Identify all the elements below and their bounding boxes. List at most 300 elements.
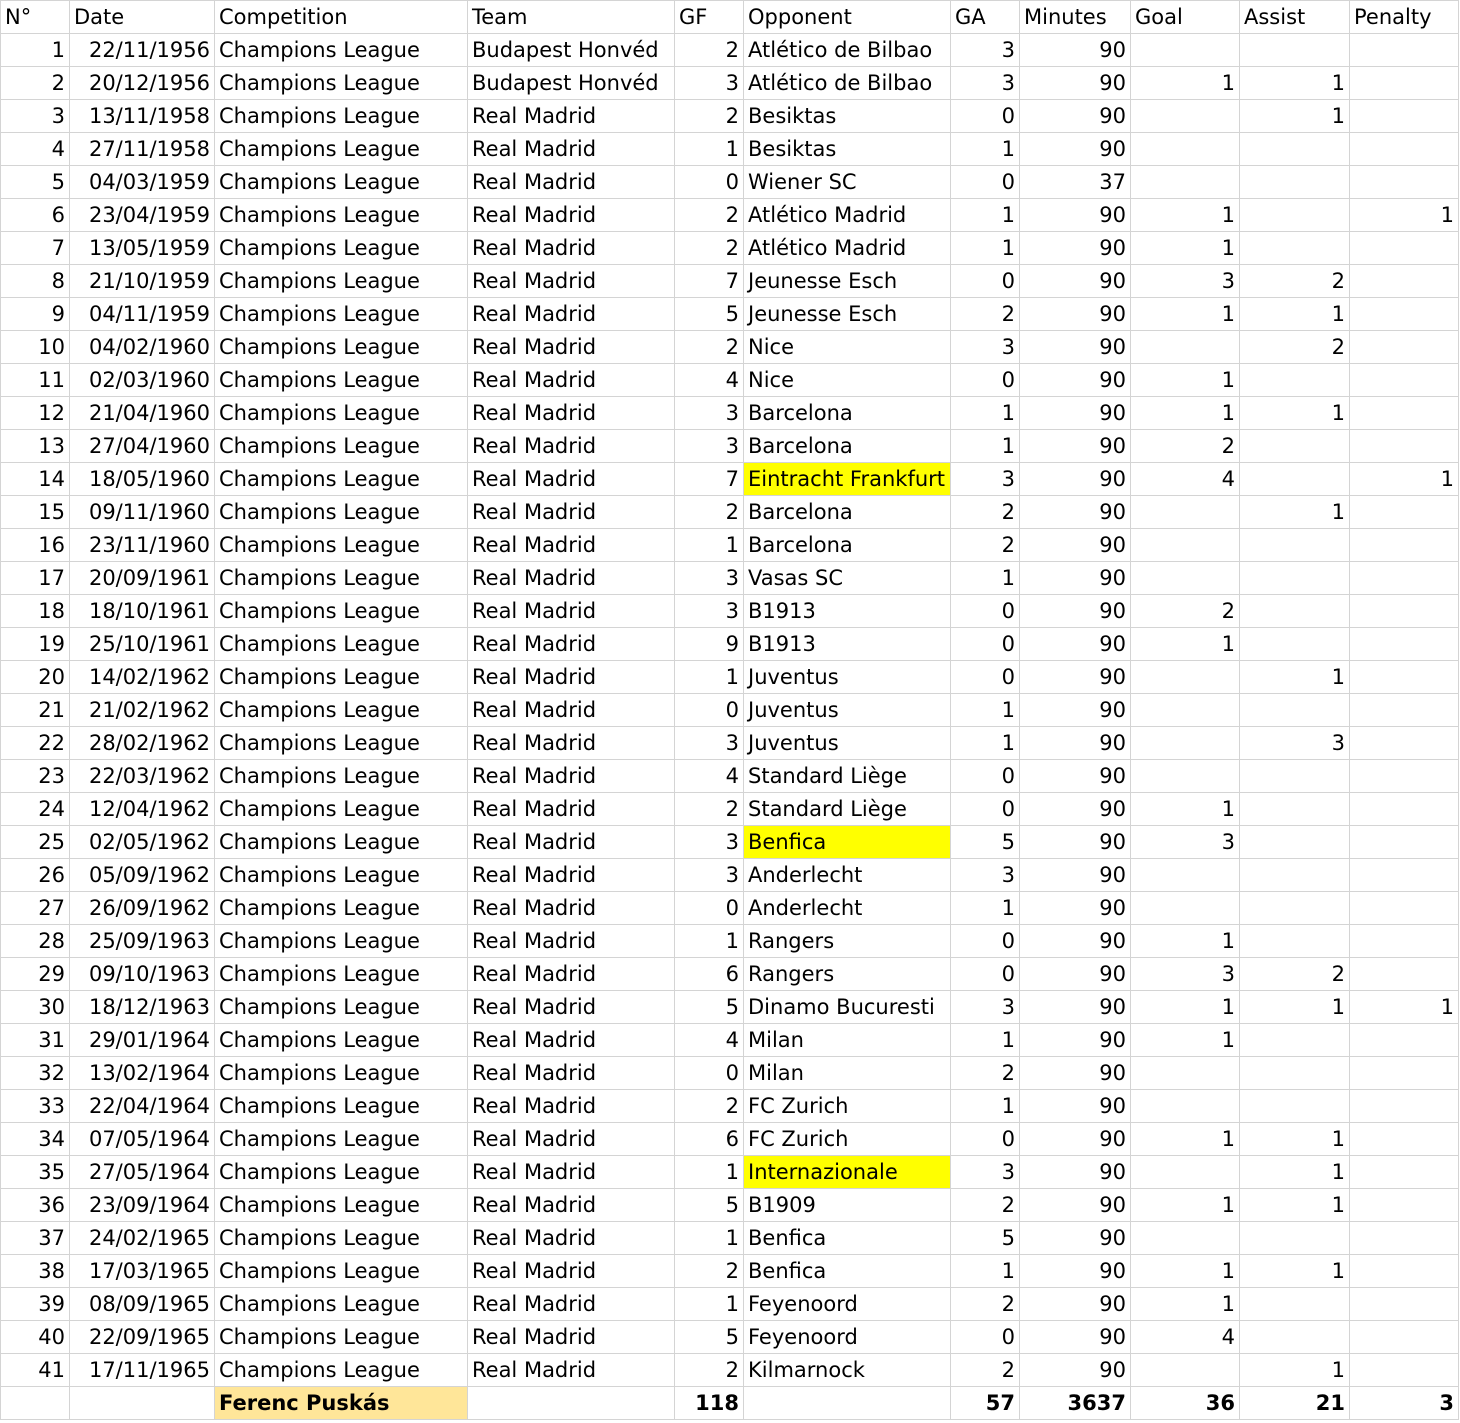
cell-minutes[interactable]: 90	[1020, 694, 1131, 727]
cell-assist[interactable]	[1240, 1222, 1350, 1255]
total-cell-empty[interactable]	[70, 1387, 215, 1420]
cell-date[interactable]: 08/09/1965	[70, 1288, 215, 1321]
cell-date[interactable]: 12/04/1962	[70, 793, 215, 826]
cell-date[interactable]: 23/11/1960	[70, 529, 215, 562]
cell-date[interactable]: 21/04/1960	[70, 397, 215, 430]
cell-goal[interactable]	[1131, 133, 1240, 166]
cell-competition[interactable]: Champions League	[215, 925, 468, 958]
cell-team[interactable]: Real Madrid	[468, 496, 675, 529]
cell-ga[interactable]: 3	[951, 331, 1020, 364]
cell-team[interactable]: Real Madrid	[468, 1024, 675, 1057]
cell-assist[interactable]: 1	[1240, 991, 1350, 1024]
cell-penalty[interactable]	[1350, 265, 1459, 298]
cell-goal[interactable]: 1	[1131, 1024, 1240, 1057]
cell-gf[interactable]: 2	[675, 496, 744, 529]
cell-penalty[interactable]	[1350, 859, 1459, 892]
cell-competition[interactable]: Champions League	[215, 199, 468, 232]
cell-assist[interactable]: 1	[1240, 1156, 1350, 1189]
cell-number[interactable]: 26	[1, 859, 70, 892]
cell-gf[interactable]: 2	[675, 199, 744, 232]
cell-gf[interactable]: 5	[675, 991, 744, 1024]
cell-opponent[interactable]: Atlético de Bilbao	[744, 34, 951, 67]
cell-date[interactable]: 09/10/1963	[70, 958, 215, 991]
cell-goal[interactable]: 4	[1131, 463, 1240, 496]
cell-number[interactable]: 33	[1, 1090, 70, 1123]
cell-date[interactable]: 21/02/1962	[70, 694, 215, 727]
cell-team[interactable]: Real Madrid	[468, 826, 675, 859]
cell-penalty[interactable]	[1350, 694, 1459, 727]
cell-number[interactable]: 7	[1, 232, 70, 265]
cell-date[interactable]: 22/11/1956	[70, 34, 215, 67]
cell-minutes[interactable]: 90	[1020, 595, 1131, 628]
cell-ga[interactable]: 1	[951, 430, 1020, 463]
cell-date[interactable]: 25/09/1963	[70, 925, 215, 958]
cell-number[interactable]: 31	[1, 1024, 70, 1057]
cell-opponent[interactable]: Anderlecht	[744, 859, 951, 892]
cell-competition[interactable]: Champions League	[215, 463, 468, 496]
cell-team[interactable]: Real Madrid	[468, 430, 675, 463]
cell-ga[interactable]: 0	[951, 1123, 1020, 1156]
cell-opponent[interactable]: Jeunesse Esch	[744, 298, 951, 331]
cell-ga[interactable]: 3	[951, 991, 1020, 1024]
cell-team[interactable]: Real Madrid	[468, 1222, 675, 1255]
cell-opponent[interactable]: Kilmarnock	[744, 1354, 951, 1387]
cell-gf[interactable]: 5	[675, 1189, 744, 1222]
cell-minutes[interactable]: 90	[1020, 1321, 1131, 1354]
cell-gf[interactable]: 1	[675, 1288, 744, 1321]
cell-minutes[interactable]: 90	[1020, 1222, 1131, 1255]
cell-penalty[interactable]	[1350, 496, 1459, 529]
cell-minutes[interactable]: 90	[1020, 793, 1131, 826]
cell-team[interactable]: Real Madrid	[468, 793, 675, 826]
cell-opponent[interactable]: Benfica	[744, 1222, 951, 1255]
cell-date[interactable]: 13/05/1959	[70, 232, 215, 265]
cell-competition[interactable]: Champions League	[215, 34, 468, 67]
cell-date[interactable]: 26/09/1962	[70, 892, 215, 925]
cell-competition[interactable]: Champions League	[215, 991, 468, 1024]
cell-assist[interactable]: 1	[1240, 1255, 1350, 1288]
cell-date[interactable]: 04/11/1959	[70, 298, 215, 331]
cell-assist[interactable]: 2	[1240, 958, 1350, 991]
cell-penalty[interactable]	[1350, 331, 1459, 364]
cell-ga[interactable]: 2	[951, 1288, 1020, 1321]
cell-competition[interactable]: Champions League	[215, 265, 468, 298]
cell-ga[interactable]: 1	[951, 892, 1020, 925]
cell-penalty[interactable]: 1	[1350, 463, 1459, 496]
cell-ga[interactable]: 1	[951, 232, 1020, 265]
cell-number[interactable]: 22	[1, 727, 70, 760]
cell-team[interactable]: Real Madrid	[468, 232, 675, 265]
cell-number[interactable]: 32	[1, 1057, 70, 1090]
cell-penalty[interactable]	[1350, 1057, 1459, 1090]
cell-gf[interactable]: 4	[675, 760, 744, 793]
cell-assist[interactable]	[1240, 793, 1350, 826]
cell-opponent[interactable]: B1909	[744, 1189, 951, 1222]
cell-gf[interactable]: 5	[675, 1321, 744, 1354]
cell-team[interactable]: Real Madrid	[468, 331, 675, 364]
cell-ga[interactable]: 3	[951, 1156, 1020, 1189]
cell-date[interactable]: 21/10/1959	[70, 265, 215, 298]
cell-competition[interactable]: Champions League	[215, 562, 468, 595]
header-cell-date[interactable]: Date	[70, 1, 215, 34]
cell-minutes[interactable]: 90	[1020, 232, 1131, 265]
cell-opponent[interactable]: Atlético de Bilbao	[744, 67, 951, 100]
header-cell-goal[interactable]: Goal	[1131, 1, 1240, 34]
cell-competition[interactable]: Champions League	[215, 496, 468, 529]
cell-minutes[interactable]: 90	[1020, 430, 1131, 463]
cell-penalty[interactable]	[1350, 892, 1459, 925]
cell-ga[interactable]: 0	[951, 661, 1020, 694]
cell-opponent[interactable]: Barcelona	[744, 430, 951, 463]
cell-date[interactable]: 28/02/1962	[70, 727, 215, 760]
cell-goal[interactable]	[1131, 892, 1240, 925]
total-player-name[interactable]: Ferenc Puskás	[215, 1387, 468, 1420]
cell-opponent[interactable]: Jeunesse Esch	[744, 265, 951, 298]
cell-opponent[interactable]: Nice	[744, 364, 951, 397]
header-cell-assist[interactable]: Assist	[1240, 1, 1350, 34]
cell-gf[interactable]: 2	[675, 34, 744, 67]
cell-number[interactable]: 21	[1, 694, 70, 727]
cell-assist[interactable]	[1240, 925, 1350, 958]
cell-assist[interactable]	[1240, 430, 1350, 463]
cell-minutes[interactable]: 90	[1020, 562, 1131, 595]
cell-goal[interactable]: 4	[1131, 1321, 1240, 1354]
cell-ga[interactable]: 1	[951, 1255, 1020, 1288]
cell-ga[interactable]: 0	[951, 793, 1020, 826]
cell-date[interactable]: 09/11/1960	[70, 496, 215, 529]
cell-ga[interactable]: 3	[951, 67, 1020, 100]
total-assist[interactable]: 21	[1240, 1387, 1350, 1420]
header-cell-gf[interactable]: GF	[675, 1, 744, 34]
cell-minutes[interactable]: 90	[1020, 463, 1131, 496]
cell-ga[interactable]: 0	[951, 595, 1020, 628]
cell-penalty[interactable]: 1	[1350, 991, 1459, 1024]
cell-ga[interactable]: 0	[951, 166, 1020, 199]
cell-ga[interactable]: 2	[951, 1057, 1020, 1090]
cell-opponent[interactable]: Internazionale	[744, 1156, 951, 1189]
cell-competition[interactable]: Champions League	[215, 1321, 468, 1354]
cell-assist[interactable]	[1240, 1321, 1350, 1354]
cell-number[interactable]: 37	[1, 1222, 70, 1255]
total-cell-empty[interactable]	[744, 1387, 951, 1420]
cell-goal[interactable]	[1131, 859, 1240, 892]
cell-competition[interactable]: Champions League	[215, 958, 468, 991]
cell-gf[interactable]: 2	[675, 1255, 744, 1288]
cell-competition[interactable]: Champions League	[215, 364, 468, 397]
cell-number[interactable]: 14	[1, 463, 70, 496]
cell-assist[interactable]: 1	[1240, 397, 1350, 430]
cell-gf[interactable]: 0	[675, 694, 744, 727]
cell-gf[interactable]: 3	[675, 397, 744, 430]
cell-goal[interactable]: 1	[1131, 397, 1240, 430]
cell-gf[interactable]: 0	[675, 892, 744, 925]
cell-team[interactable]: Real Madrid	[468, 595, 675, 628]
cell-opponent[interactable]: Juventus	[744, 694, 951, 727]
cell-minutes[interactable]: 90	[1020, 397, 1131, 430]
cell-goal[interactable]	[1131, 661, 1240, 694]
cell-gf[interactable]: 3	[675, 727, 744, 760]
cell-ga[interactable]: 2	[951, 1354, 1020, 1387]
cell-minutes[interactable]: 90	[1020, 199, 1131, 232]
cell-competition[interactable]: Champions League	[215, 793, 468, 826]
cell-competition[interactable]: Champions League	[215, 1024, 468, 1057]
cell-ga[interactable]: 2	[951, 529, 1020, 562]
cell-penalty[interactable]	[1350, 793, 1459, 826]
cell-opponent[interactable]: Dinamo Bucuresti	[744, 991, 951, 1024]
cell-goal[interactable]: 1	[1131, 364, 1240, 397]
cell-penalty[interactable]	[1350, 958, 1459, 991]
cell-ga[interactable]: 5	[951, 826, 1020, 859]
cell-date[interactable]: 13/02/1964	[70, 1057, 215, 1090]
cell-ga[interactable]: 3	[951, 463, 1020, 496]
cell-penalty[interactable]	[1350, 628, 1459, 661]
cell-assist[interactable]	[1240, 1024, 1350, 1057]
cell-date[interactable]: 20/09/1961	[70, 562, 215, 595]
cell-team[interactable]: Real Madrid	[468, 1321, 675, 1354]
cell-minutes[interactable]: 90	[1020, 1057, 1131, 1090]
cell-competition[interactable]: Champions League	[215, 694, 468, 727]
cell-penalty[interactable]	[1350, 727, 1459, 760]
cell-competition[interactable]: Champions League	[215, 397, 468, 430]
cell-penalty[interactable]	[1350, 1222, 1459, 1255]
header-cell-opponent[interactable]: Opponent	[744, 1, 951, 34]
cell-assist[interactable]: 1	[1240, 1123, 1350, 1156]
cell-team[interactable]: Real Madrid	[468, 397, 675, 430]
cell-penalty[interactable]	[1350, 1255, 1459, 1288]
cell-opponent[interactable]: Eintracht Frankfurt	[744, 463, 951, 496]
cell-ga[interactable]: 5	[951, 1222, 1020, 1255]
cell-penalty[interactable]	[1350, 166, 1459, 199]
cell-penalty[interactable]	[1350, 925, 1459, 958]
cell-team[interactable]: Real Madrid	[468, 1057, 675, 1090]
total-goal[interactable]: 36	[1131, 1387, 1240, 1420]
cell-goal[interactable]: 3	[1131, 958, 1240, 991]
cell-gf[interactable]: 3	[675, 430, 744, 463]
cell-opponent[interactable]: Milan	[744, 1057, 951, 1090]
cell-number[interactable]: 41	[1, 1354, 70, 1387]
cell-goal[interactable]: 1	[1131, 1255, 1240, 1288]
cell-opponent[interactable]: Feyenoord	[744, 1288, 951, 1321]
cell-opponent[interactable]: Besiktas	[744, 100, 951, 133]
cell-number[interactable]: 18	[1, 595, 70, 628]
header-cell-competition[interactable]: Competition	[215, 1, 468, 34]
cell-gf[interactable]: 1	[675, 925, 744, 958]
cell-competition[interactable]: Champions League	[215, 1255, 468, 1288]
cell-goal[interactable]	[1131, 529, 1240, 562]
cell-team[interactable]: Real Madrid	[468, 1288, 675, 1321]
cell-penalty[interactable]	[1350, 661, 1459, 694]
cell-goal[interactable]: 1	[1131, 1189, 1240, 1222]
cell-goal[interactable]: 1	[1131, 925, 1240, 958]
cell-opponent[interactable]: Barcelona	[744, 397, 951, 430]
cell-date[interactable]: 05/09/1962	[70, 859, 215, 892]
cell-gf[interactable]: 4	[675, 364, 744, 397]
cell-opponent[interactable]: Juventus	[744, 661, 951, 694]
cell-minutes[interactable]: 90	[1020, 364, 1131, 397]
cell-gf[interactable]: 2	[675, 100, 744, 133]
cell-opponent[interactable]: Benfica	[744, 826, 951, 859]
cell-team[interactable]: Real Madrid	[468, 925, 675, 958]
cell-number[interactable]: 16	[1, 529, 70, 562]
cell-date[interactable]: 18/10/1961	[70, 595, 215, 628]
cell-gf[interactable]: 6	[675, 1123, 744, 1156]
cell-competition[interactable]: Champions League	[215, 298, 468, 331]
cell-number[interactable]: 11	[1, 364, 70, 397]
header-cell-minutes[interactable]: Minutes	[1020, 1, 1131, 34]
cell-number[interactable]: 24	[1, 793, 70, 826]
cell-number[interactable]: 17	[1, 562, 70, 595]
cell-date[interactable]: 17/11/1965	[70, 1354, 215, 1387]
cell-team[interactable]: Real Madrid	[468, 1354, 675, 1387]
cell-assist[interactable]	[1240, 232, 1350, 265]
cell-assist[interactable]	[1240, 628, 1350, 661]
cell-number[interactable]: 15	[1, 496, 70, 529]
cell-competition[interactable]: Champions League	[215, 1189, 468, 1222]
cell-goal[interactable]: 2	[1131, 430, 1240, 463]
cell-ga[interactable]: 1	[951, 397, 1020, 430]
cell-ga[interactable]: 0	[951, 364, 1020, 397]
cell-number[interactable]: 39	[1, 1288, 70, 1321]
cell-gf[interactable]: 5	[675, 298, 744, 331]
header-cell-ga[interactable]: GA	[951, 1, 1020, 34]
cell-minutes[interactable]: 90	[1020, 1123, 1131, 1156]
cell-opponent[interactable]: Wiener SC	[744, 166, 951, 199]
cell-ga[interactable]: 3	[951, 859, 1020, 892]
cell-number[interactable]: 40	[1, 1321, 70, 1354]
cell-competition[interactable]: Champions League	[215, 1288, 468, 1321]
cell-competition[interactable]: Champions League	[215, 826, 468, 859]
cell-penalty[interactable]	[1350, 760, 1459, 793]
cell-number[interactable]: 13	[1, 430, 70, 463]
cell-ga[interactable]: 0	[951, 265, 1020, 298]
cell-opponent[interactable]: Standard Liège	[744, 793, 951, 826]
cell-number[interactable]: 38	[1, 1255, 70, 1288]
cell-assist[interactable]: 1	[1240, 1354, 1350, 1387]
cell-goal[interactable]	[1131, 166, 1240, 199]
cell-date[interactable]: 22/03/1962	[70, 760, 215, 793]
cell-date[interactable]: 18/05/1960	[70, 463, 215, 496]
cell-competition[interactable]: Champions League	[215, 628, 468, 661]
cell-team[interactable]: Real Madrid	[468, 1156, 675, 1189]
cell-penalty[interactable]	[1350, 1354, 1459, 1387]
cell-date[interactable]: 27/11/1958	[70, 133, 215, 166]
cell-number[interactable]: 4	[1, 133, 70, 166]
cell-competition[interactable]: Champions League	[215, 1057, 468, 1090]
cell-penalty[interactable]	[1350, 67, 1459, 100]
cell-date[interactable]: 24/02/1965	[70, 1222, 215, 1255]
cell-goal[interactable]	[1131, 331, 1240, 364]
cell-competition[interactable]: Champions League	[215, 166, 468, 199]
cell-date[interactable]: 04/03/1959	[70, 166, 215, 199]
cell-opponent[interactable]: Feyenoord	[744, 1321, 951, 1354]
cell-minutes[interactable]: 90	[1020, 892, 1131, 925]
cell-opponent[interactable]: FC Zurich	[744, 1090, 951, 1123]
total-ga[interactable]: 57	[951, 1387, 1020, 1420]
cell-team[interactable]: Real Madrid	[468, 100, 675, 133]
cell-penalty[interactable]	[1350, 1090, 1459, 1123]
cell-gf[interactable]: 3	[675, 595, 744, 628]
cell-penalty[interactable]	[1350, 133, 1459, 166]
cell-assist[interactable]	[1240, 463, 1350, 496]
cell-penalty[interactable]	[1350, 1321, 1459, 1354]
header-cell-team[interactable]: Team	[468, 1, 675, 34]
cell-goal[interactable]	[1131, 1354, 1240, 1387]
cell-ga[interactable]: 0	[951, 100, 1020, 133]
cell-minutes[interactable]: 90	[1020, 496, 1131, 529]
cell-minutes[interactable]: 90	[1020, 1255, 1131, 1288]
cell-minutes[interactable]: 90	[1020, 265, 1131, 298]
cell-gf[interactable]: 1	[675, 661, 744, 694]
cell-penalty[interactable]	[1350, 430, 1459, 463]
cell-minutes[interactable]: 90	[1020, 529, 1131, 562]
cell-opponent[interactable]: Barcelona	[744, 529, 951, 562]
cell-number[interactable]: 23	[1, 760, 70, 793]
cell-competition[interactable]: Champions League	[215, 67, 468, 100]
cell-date[interactable]: 29/01/1964	[70, 1024, 215, 1057]
cell-assist[interactable]	[1240, 562, 1350, 595]
cell-opponent[interactable]: Benfica	[744, 1255, 951, 1288]
cell-team[interactable]: Real Madrid	[468, 1255, 675, 1288]
cell-minutes[interactable]: 90	[1020, 826, 1131, 859]
cell-team[interactable]: Real Madrid	[468, 1189, 675, 1222]
cell-team[interactable]: Real Madrid	[468, 859, 675, 892]
cell-team[interactable]: Real Madrid	[468, 562, 675, 595]
cell-date[interactable]: 14/02/1962	[70, 661, 215, 694]
cell-number[interactable]: 27	[1, 892, 70, 925]
cell-ga[interactable]: 1	[951, 694, 1020, 727]
cell-number[interactable]: 3	[1, 100, 70, 133]
cell-minutes[interactable]: 90	[1020, 100, 1131, 133]
cell-minutes[interactable]: 90	[1020, 34, 1131, 67]
cell-competition[interactable]: Champions League	[215, 727, 468, 760]
cell-minutes[interactable]: 90	[1020, 859, 1131, 892]
cell-opponent[interactable]: Juventus	[744, 727, 951, 760]
cell-goal[interactable]: 2	[1131, 595, 1240, 628]
cell-gf[interactable]: 7	[675, 463, 744, 496]
cell-minutes[interactable]: 90	[1020, 991, 1131, 1024]
cell-gf[interactable]: 0	[675, 1057, 744, 1090]
cell-goal[interactable]: 1	[1131, 1123, 1240, 1156]
cell-date[interactable]: 27/05/1964	[70, 1156, 215, 1189]
header-cell-penalty[interactable]: Penalty	[1350, 1, 1459, 34]
cell-gf[interactable]: 1	[675, 1222, 744, 1255]
cell-ga[interactable]: 1	[951, 133, 1020, 166]
cell-gf[interactable]: 1	[675, 1156, 744, 1189]
cell-gf[interactable]: 1	[675, 133, 744, 166]
cell-minutes[interactable]: 90	[1020, 661, 1131, 694]
cell-goal[interactable]: 1	[1131, 628, 1240, 661]
cell-team[interactable]: Real Madrid	[468, 661, 675, 694]
cell-gf[interactable]: 3	[675, 859, 744, 892]
cell-assist[interactable]: 1	[1240, 496, 1350, 529]
cell-goal[interactable]: 1	[1131, 793, 1240, 826]
cell-team[interactable]: Real Madrid	[468, 199, 675, 232]
cell-competition[interactable]: Champions League	[215, 661, 468, 694]
cell-team[interactable]: Budapest Honvéd	[468, 34, 675, 67]
cell-number[interactable]: 9	[1, 298, 70, 331]
cell-date[interactable]: 22/04/1964	[70, 1090, 215, 1123]
cell-assist[interactable]: 1	[1240, 298, 1350, 331]
cell-assist[interactable]	[1240, 1288, 1350, 1321]
cell-team[interactable]: Real Madrid	[468, 166, 675, 199]
cell-goal[interactable]: 3	[1131, 826, 1240, 859]
cell-ga[interactable]: 1	[951, 1090, 1020, 1123]
cell-team[interactable]: Real Madrid	[468, 463, 675, 496]
cell-penalty[interactable]	[1350, 1156, 1459, 1189]
total-minutes[interactable]: 3637	[1020, 1387, 1131, 1420]
cell-goal[interactable]: 1	[1131, 199, 1240, 232]
cell-goal[interactable]	[1131, 1090, 1240, 1123]
